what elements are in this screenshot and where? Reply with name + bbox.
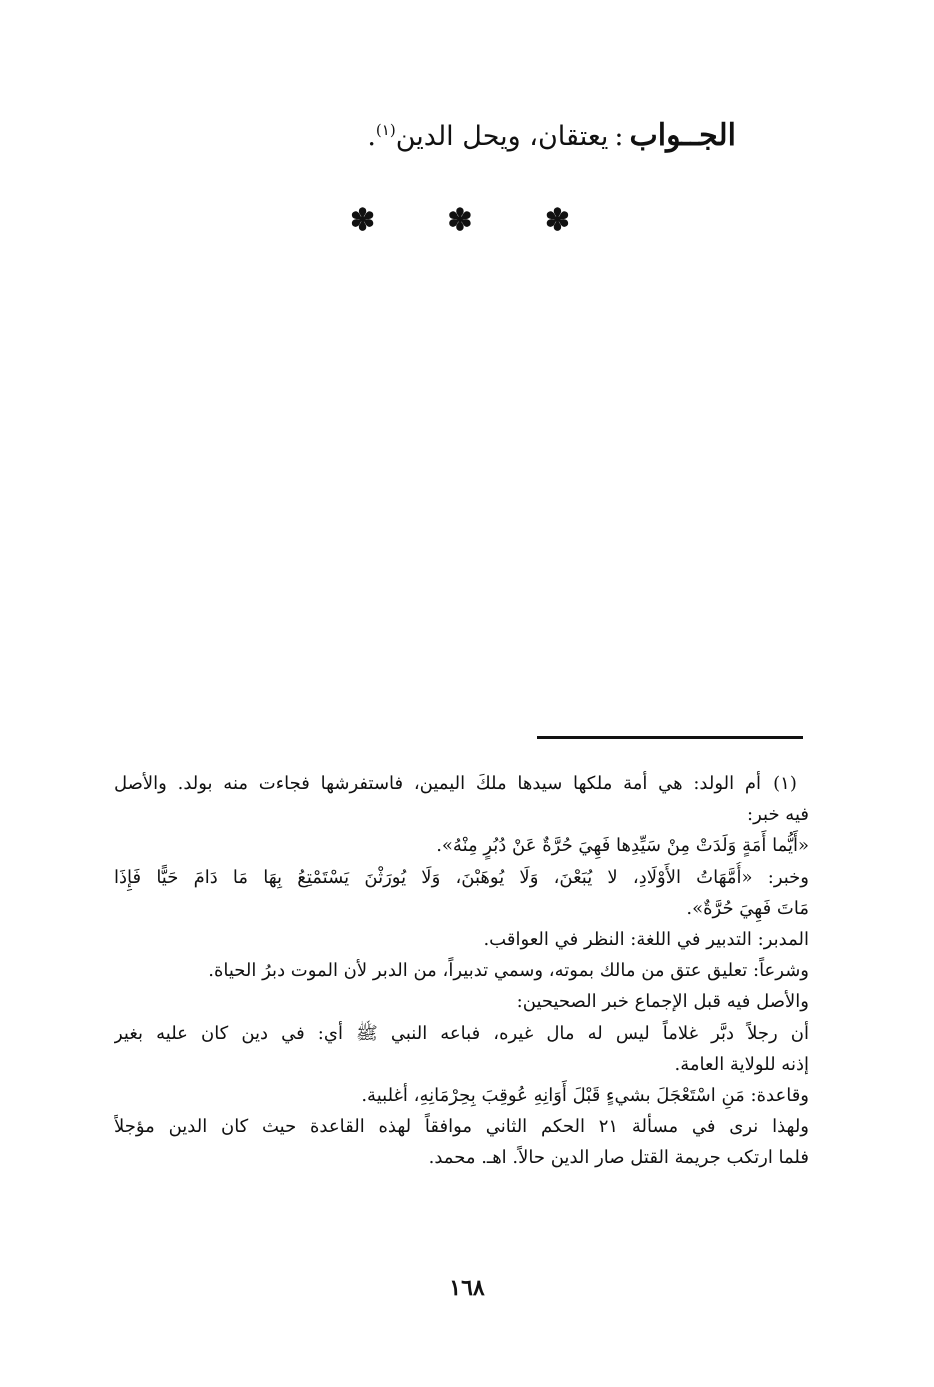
- footnote-line: فلما ارتكب جريمة القتل صار الدين حالاً. اهـ. محمد.: [428, 1147, 809, 1169]
- footnote-line: إذنه للولاية العامة.: [674, 1053, 809, 1075]
- answer-colon: :: [614, 121, 624, 152]
- footnote-line: مَاتَ فَهِيَ حُرَّةٌ».: [686, 897, 809, 919]
- footnote-line: أم الولد: هي أمة ملكها سيدها ملكَ اليمين، فاستفرشها فجاءت منه بولد. والأصل: [114, 773, 761, 794]
- footnote-line: وشرعاً: تعليق عتق من مالك بموته، وسمي تدبيراً، من الدبر لأن الموت دبرُ الحياة.: [208, 960, 809, 982]
- footnote-line: وخبر: «أُمَّهَاتُ الأَوْلَادِ، لا يُبَعْنَ، وَلَا يُوهَبْنَ، وَلَا يُورَثْنَ يَسْتَمْتِعُ بِهَا مَا دَامَ حَيًّا فَإِذَا: [114, 866, 809, 888]
- answer-text: يعتقان، ويحل الدين: [395, 121, 609, 152]
- answer-label: الجــواب: [629, 118, 736, 153]
- footnote-line: فيه خبر:: [747, 804, 809, 826]
- footnote-marker: (١): [773, 773, 797, 794]
- page-number: ١٦٨: [449, 1275, 485, 1301]
- footnote-line: وقاعدة: مَنِ اسْتَعْجَلَ بشيءٍ قَبْلَ أَوَانِهِ عُوقِبَ بِحِرْمَانِهِ، أغلبية.: [361, 1085, 809, 1107]
- footnote-line: أن رجلاً دبَّر غلاماً ليس له مال غيره، فباعه النبي ﷺ أي: في دين كان عليه بغير: [114, 1022, 809, 1044]
- footnote-line: المدبر: التدبير في اللغة: النظر في العواقب.: [483, 929, 809, 951]
- footnote-body: [114, 768, 809, 1174]
- star-icon: ✽: [447, 202, 473, 238]
- footnote-line: والأصل فيه قبل الإجماع خبر الصحيحين:: [516, 991, 809, 1013]
- section-separator: [350, 200, 570, 240]
- star-icon: ✽: [350, 202, 376, 238]
- footnote-divider: [537, 736, 803, 739]
- answer-line: [176, 108, 736, 159]
- answer-end: .: [367, 121, 376, 152]
- footnote-line: ولهذا نرى في مسألة ٢١ الحكم الثاني موافقاً لهذه القاعدة حيث كان الدين مؤجلاً: [114, 1116, 809, 1138]
- star-icon: ✽: [544, 202, 570, 238]
- footnote-reference: (١): [375, 121, 396, 139]
- footnote-line: «أَيُّما أَمَةٍ وَلَدَتْ مِنْ سَيِّدِها فَهِيَ حُرَّةٌ عَنْ دُبُرٍ مِنْهُ».: [436, 835, 809, 857]
